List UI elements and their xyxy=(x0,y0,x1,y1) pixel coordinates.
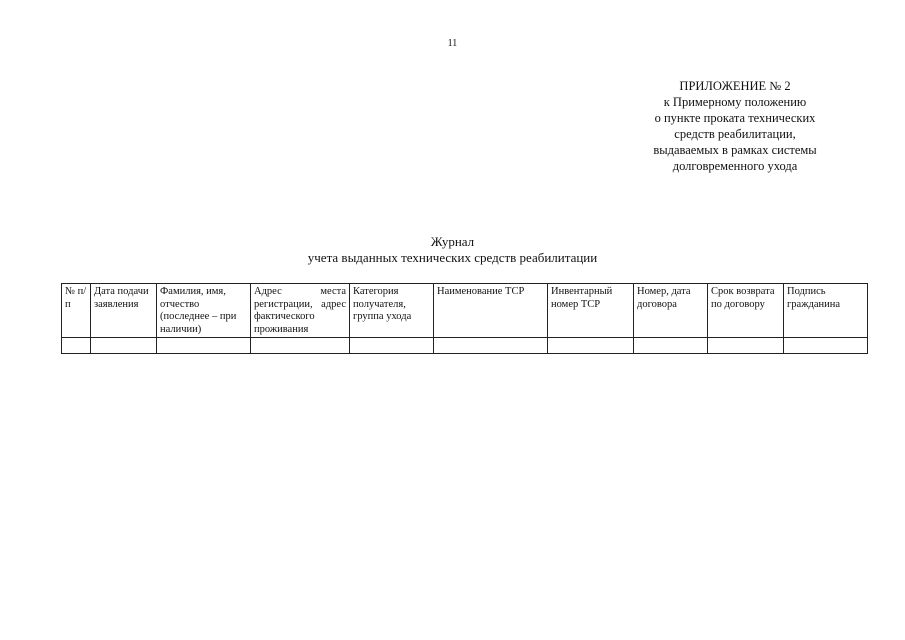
table-cell xyxy=(708,338,784,354)
appendix-line: к Примерному положению xyxy=(663,95,807,109)
appendix-line: выдаваемых в рамках системы xyxy=(653,143,817,157)
table-cell xyxy=(350,338,434,354)
header-full-name: Фамилия, имя, отчество (последнее – при наличии) xyxy=(157,284,251,338)
header-signature: Подпись гражданина xyxy=(784,284,868,338)
table-cell xyxy=(784,338,868,354)
table-cell xyxy=(62,338,91,354)
journal-title: Журнал xyxy=(430,234,475,249)
appendix-line: долговременного ухода xyxy=(672,159,798,173)
appendix-line: ПРИЛОЖЕНИЕ № 2 xyxy=(679,79,791,93)
appendix-line: о пункте проката технических xyxy=(654,111,816,125)
header-tsr-name: Наименование ТСР xyxy=(434,284,548,338)
appendix-line: средств реабилитации, xyxy=(674,127,796,141)
header-address: Адрес места регистрации, адрес фактического проживания xyxy=(251,284,350,338)
header-return-term: Срок возврата по договору xyxy=(708,284,784,338)
journal-heading xyxy=(0,234,905,266)
table-header-row xyxy=(62,284,868,338)
table-cell xyxy=(91,338,157,354)
header-application-date: Дата подачи заявления xyxy=(91,284,157,338)
table-cell xyxy=(434,338,548,354)
journal-subtitle: учета выданных технических средств реабилитации xyxy=(307,250,598,265)
header-inventory-number: Инвентарный номер ТСР xyxy=(548,284,634,338)
table-cell xyxy=(251,338,350,354)
issue-log-table xyxy=(61,283,868,354)
appendix-block xyxy=(620,78,850,174)
page-number: 11 xyxy=(447,38,458,49)
header-contract: Номер, дата договора xyxy=(634,284,708,338)
table-cell xyxy=(634,338,708,354)
header-recipient-category: Категория получателя, группа ухода xyxy=(350,284,434,338)
table-cell xyxy=(157,338,251,354)
header-number: № п/п xyxy=(62,284,91,338)
table-row xyxy=(62,338,868,354)
table-cell xyxy=(548,338,634,354)
